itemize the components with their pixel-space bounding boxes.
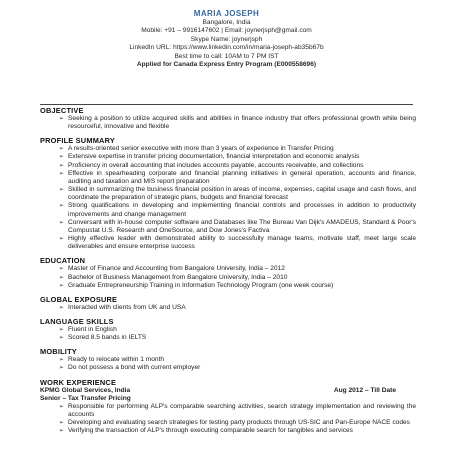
arrow-bullet-icon: ➢ [59,420,64,427]
arrow-bullet-icon: ➢ [59,357,64,364]
arrow-bullet-icon: ➢ [59,274,64,281]
list-item: ➢ Extensive expertise in transfer pricing documentation, financial interpretation and economic analysis [59,153,360,161]
arrow-bullet-icon: ➢ [59,282,64,289]
list-item: ➢ Graduate Entrepreneurship Training in Information Technology Program (one week course) [59,281,334,289]
mobility-heading: MOBILITY [40,347,77,357]
arrow-bullet-icon: ➢ [59,146,64,153]
global-exposure-list [40,304,416,312]
list-item: ➢ Verifying the transaction of ALP's through executing comparable search for tangibles and services [59,427,353,435]
mobility-list [40,356,416,372]
list-item: ➢ Bachelor of Business Management from Bangalore University, India – 2010 [59,273,288,281]
arrow-bullet-icon: ➢ [59,304,64,311]
global-exposure-heading: GLOBAL EXPOSURE [40,294,118,304]
company-name: KPMG Global Services, India [40,386,131,394]
list-item: ➢ A results-oriented senior executive with more than 3 years of experience in Transfer Pricing [59,145,334,153]
header-divider [40,104,413,105]
work-experience-list [40,403,416,436]
list-item: ➢ Do not possess a bond with current employer [59,364,201,372]
arrow-bullet-icon: ➢ [59,116,64,122]
work-experience-heading: WORK EXPERIENCE [40,377,117,387]
arrow-bullet-icon: ➢ [59,335,64,342]
arrow-bullet-icon: ➢ [59,365,64,372]
candidate-name: MARIA JOSEPH [193,9,260,18]
education-heading: EDUCATION [40,256,86,266]
arrow-bullet-icon: ➢ [59,203,64,210]
language-skills-heading: LANGUAGE SKILLS [40,316,114,326]
arrow-bullet-icon: ➢ [59,170,64,177]
education-list [40,265,416,289]
list-item: ➢ Interacted with clients from UK and USA [59,303,186,311]
arrow-bullet-icon: ➢ [59,187,64,194]
arrow-bullet-icon: ➢ [59,219,64,226]
list-item: ➢ Fluent in English [59,325,117,333]
contact-line: Mobile: +91 – 9916147602 | Email: joynerjsph@gmail.com [141,27,312,35]
arrow-bullet-icon: ➢ [59,154,64,161]
list-item: ➢ Conversant with in-house computer software and Databases like The Bureau Van Dijk's AMADEUS, Standard & Poor's Compustat U.S. Research and OneSource, and Dow Jones's Factiva [59,218,416,234]
list-item: ➢ Ready to relocate within 1 month [59,356,165,364]
list-item: ➢ Strong qualifications in developing and implementing financial controls and processes in addition to productivity improvements and change management [59,202,416,218]
list-item: ➢ Skilled in summarizing the business financial position in areas of income, expenses, capital usage and cash flows, and coordinate the preparation of strategic plans, budgets and financial forecast [59,186,416,202]
arrow-bullet-icon: ➢ [59,236,64,243]
job-title: Senior – Tax Transfer Pricing [40,394,131,402]
linkedin-line: LinkedIn URL: https://www.linkedin.com/in/maria-joseph-ab35b67b [129,44,324,52]
profile-summary-list [40,145,416,251]
resume-header [0,9,453,69]
list-item: ➢ Responsible for performing ALP's comparable searching activities, search strategy implementation and reviewing the accounts [59,402,416,419]
profile-summary-heading: PROFILE SUMMARY [40,136,115,146]
best-time-line: Best time to call: 10AM to 7 PM IST [174,52,279,60]
list-item: ➢ Scored 8.5 bands in IELTS [59,334,147,342]
list-item: ➢ Master of Finance and Accounting from Bangalore University, India – 2012 [59,265,285,273]
language-skills-list [40,326,416,342]
resume-body [40,106,416,436]
job-dates: Aug 2012 – Till Date [333,386,396,394]
skype-line: Skype Name: joynerjsph [190,35,263,43]
list-item: ➢ Effective in spearheading corporate and financial planning initiatives in general operation, accounts and finance, auditing and taxation and MIS report preparation [59,169,416,185]
arrow-bullet-icon: ➢ [59,403,64,410]
arrow-bullet-icon: ➢ [59,326,64,333]
candidate-location: Bangalore, India [202,19,251,26]
arrow-bullet-icon: ➢ [59,266,64,273]
objective-heading: OBJECTIVE [40,106,84,115]
objective-list [40,115,416,131]
arrow-bullet-icon: ➢ [59,162,64,169]
application-line: Applied for Canada Express Entry Program (E000558696) [136,61,317,69]
list-item: ➢ Highly effective leader with demonstrated ability to successfully manage teams, motivate staff, meet large scale deliverables and ensure enterprise success [59,235,416,251]
list-item: ➢ Developing and evaluating search strategies for testing party products through US-SIC and Pan-Europe NACE codes [59,419,410,427]
list-item: ➢ Proficiency in overall accounting that includes accounts payable, accounts receivable, and collections [59,161,364,169]
job-header [40,387,416,395]
list-item: ➢ Seeking a position to utilize acquired skills and abilities in finance industry that offers professional growth while being resourceful, innovative and flexible [59,115,416,131]
arrow-bullet-icon: ➢ [59,428,64,435]
